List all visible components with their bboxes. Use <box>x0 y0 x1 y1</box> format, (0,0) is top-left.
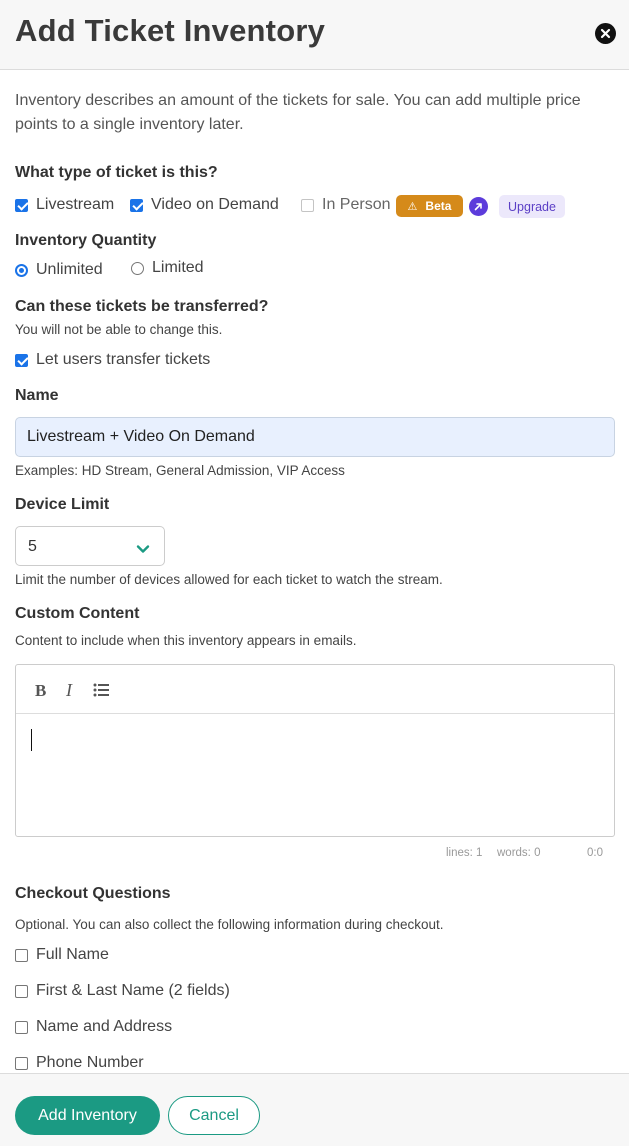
limited-label: Limited <box>152 259 204 276</box>
full-name-checkbox[interactable] <box>15 949 28 962</box>
checkout-questions-label: Checkout Questions <box>15 885 171 902</box>
full-name-checkbox-option[interactable] <box>15 946 109 964</box>
editor-words-count: words: 0 <box>497 847 541 859</box>
first-last-name-label: First & Last Name (2 fields) <box>36 982 230 999</box>
beta-label: Beta <box>425 199 452 213</box>
name-address-checkbox[interactable] <box>15 1021 28 1034</box>
modal-title: Add Ticket Inventory <box>15 13 326 48</box>
ticket-type-label: What type of ticket is this? <box>15 164 218 181</box>
name-input[interactable] <box>15 417 615 457</box>
device-limit-label: Device Limit <box>15 496 110 513</box>
modal-header <box>0 0 629 70</box>
modal-footer <box>0 1073 629 1146</box>
cancel-button[interactable]: Cancel <box>168 1096 260 1135</box>
checkout-questions-hint: Optional. You can also collect the following information during checkout. <box>15 917 444 932</box>
italic-button[interactable]: I <box>66 680 72 700</box>
device-limit-select[interactable] <box>15 526 165 566</box>
chevron-down-icon <box>136 541 150 559</box>
text-cursor <box>31 729 32 751</box>
in-person-label: In Person <box>322 196 391 213</box>
transfer-hint: You will not be able to change this. <box>15 322 223 337</box>
warning-icon: ⚠ <box>407 200 418 213</box>
unlimited-label: Unlimited <box>36 261 103 278</box>
intro-text: Inventory describes an amount of the tickets for sale. You can add multiple price points to a single inventory later. <box>15 92 581 133</box>
custom-content-hint: Content to include when this inventory appears in emails. <box>15 633 357 648</box>
name-address-checkbox-option[interactable] <box>15 1018 172 1036</box>
phone-number-checkbox-option[interactable] <box>15 1054 144 1072</box>
in-person-checkbox-option <box>301 196 390 214</box>
name-hint: Examples: HD Stream, General Admission, VIP Access <box>15 463 345 478</box>
unlimited-radio[interactable] <box>15 264 28 277</box>
close-icon[interactable] <box>595 23 616 44</box>
custom-content-editor[interactable] <box>15 664 615 837</box>
inventory-quantity-label: Inventory Quantity <box>15 232 157 249</box>
limited-radio-option[interactable] <box>131 259 204 277</box>
custom-content-label: Custom Content <box>15 605 140 622</box>
editor-lines-count: lines: 1 <box>446 847 483 859</box>
livestream-label: Livestream <box>36 196 115 213</box>
upgrade-button[interactable]: Upgrade <box>499 195 565 218</box>
first-last-name-checkbox[interactable] <box>15 985 28 998</box>
in-person-checkbox <box>301 199 314 212</box>
video-on-demand-checkbox-option[interactable] <box>130 196 279 214</box>
device-limit-hint: Limit the number of devices allowed for each ticket to watch the stream. <box>15 572 443 587</box>
livestream-checkbox[interactable] <box>15 199 28 212</box>
transfer-checkbox-option[interactable] <box>15 351 210 369</box>
beta-badge <box>396 195 463 217</box>
device-limit-value: 5 <box>28 538 37 555</box>
limited-radio[interactable] <box>131 262 144 275</box>
arrow-up-right-icon[interactable] <box>469 197 488 216</box>
transfer-checkbox[interactable] <box>15 354 28 367</box>
transfer-checkbox-label: Let users transfer tickets <box>36 351 211 368</box>
editor-toolbar <box>16 665 614 714</box>
phone-number-label: Phone Number <box>36 1054 144 1071</box>
unlimited-radio-option[interactable] <box>15 261 103 279</box>
editor-cursor-position: 0:0 <box>587 847 603 859</box>
video-on-demand-checkbox[interactable] <box>130 199 143 212</box>
full-name-label: Full Name <box>36 946 109 963</box>
name-address-label: Name and Address <box>36 1018 173 1035</box>
first-last-name-checkbox-option[interactable] <box>15 982 230 1000</box>
bold-button[interactable]: B <box>35 681 47 700</box>
livestream-checkbox-option[interactable] <box>15 196 114 214</box>
name-label: Name <box>15 387 59 404</box>
transfer-label: Can these tickets be transferred? <box>15 298 269 315</box>
video-on-demand-label: Video on Demand <box>151 196 279 213</box>
bullet-list-icon[interactable] <box>93 683 110 702</box>
add-inventory-button[interactable]: Add Inventory <box>15 1096 160 1135</box>
phone-number-checkbox[interactable] <box>15 1057 28 1070</box>
